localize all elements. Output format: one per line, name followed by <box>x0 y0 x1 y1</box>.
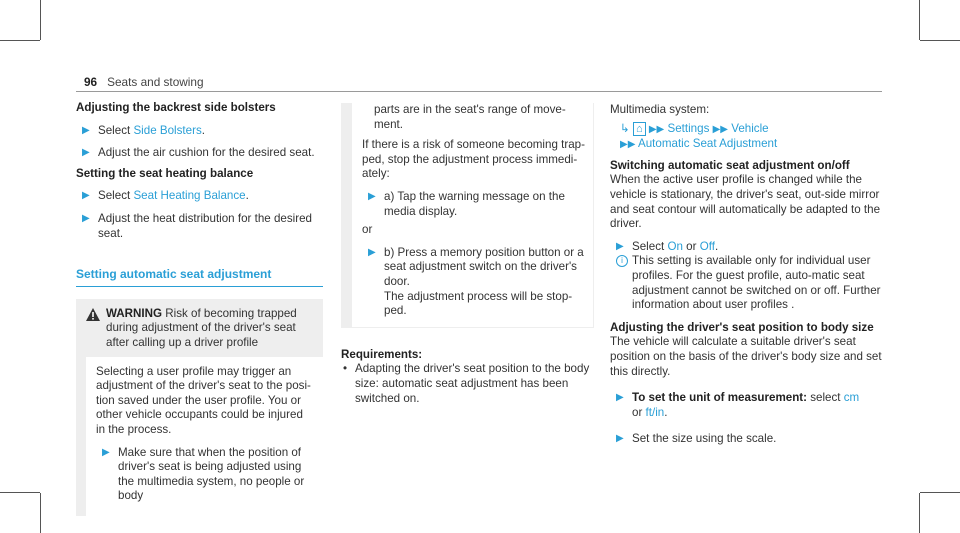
step: ▶ Select Side Bolsters. <box>82 123 205 137</box>
menu-link-seat-heating-balance[interactable]: Seat Heating Balance <box>133 189 246 203</box>
option-on[interactable]: On <box>667 239 683 253</box>
step: ▶ Select On or Off. <box>616 239 719 253</box>
arrow-icon: ▶ <box>82 190 90 202</box>
on-off-description: When the active user profile is changed while the vehicle is stationary, the driver's seat, out-side mirror and seat contour will automatically be adapted to the driver. <box>610 173 881 231</box>
trap-risk-text: If there is a risk of someone becoming trap-ped, stop the adjustment process immedi-ately: <box>362 138 585 181</box>
column-2 <box>341 103 594 406</box>
arrow-icon: ▶ <box>368 246 376 258</box>
step: ▶ Select Seat Heating Balance. <box>82 189 249 203</box>
warning-body: Selecting a user profile may trigger an adjustment of the driver's seat to the posi-tion saved under the user profile. You or other vehicle occupants could be injured in the process. <box>96 364 311 436</box>
warning-continued-text: parts are in the seat's range of move-ment. <box>374 103 566 131</box>
home-icon[interactable]: ⌂ <box>633 122 646 136</box>
page-header <box>84 75 204 90</box>
chevron-right-icon: ▶▶ <box>648 123 665 135</box>
requirements-title: Requirements: <box>341 347 423 361</box>
crop-mark <box>40 493 41 533</box>
step: ▶ To set the unit of measurement: select cm or ft/in. <box>616 391 860 419</box>
info-note: i This setting is available only for individual user profiles. For the guest profile, auto-matic seat adjustment cannot be switched on or off. Further information about user profiles . <box>610 254 882 312</box>
requirements-item: • Adapting the driver's seat position to the body size: automatic seat adjustment has been switched on. <box>341 362 594 406</box>
warning-box-continued <box>341 103 594 328</box>
step: ▶ Adjust the air cushion for the desired seat. <box>82 146 315 160</box>
chevron-right-icon: ▶▶ <box>712 123 728 135</box>
heading-switch-on-off: Switching automatic seat adjustment on/off <box>610 158 850 172</box>
body-size-description: The vehicle will calculate a suitable driver's seat position on the basis of the driver's body size and set this directly. <box>610 335 882 378</box>
menu-link-vehicle[interactable]: Vehicle <box>731 121 769 135</box>
warning-box <box>76 299 323 516</box>
crop-mark <box>920 492 960 493</box>
crop-mark <box>0 492 40 493</box>
warning-title: WARNING <box>106 306 163 320</box>
crop-mark <box>919 0 920 40</box>
column-1 <box>76 101 323 516</box>
arrow-icon: ▶ <box>368 190 376 202</box>
page-number: 96 <box>84 75 98 89</box>
multimedia-system-label: Multimedia system: <box>610 103 710 116</box>
step: ▶ Set the size using the scale. <box>616 432 777 446</box>
section-title: Seats and stowing <box>107 75 204 89</box>
arrow-icon: ▶ <box>102 446 110 458</box>
step: ▶ Make sure that when the position of driver's seat is being adjusted using the multimedia system, no people or body <box>102 445 305 503</box>
crop-mark <box>40 0 41 40</box>
arrow-icon: ▶ <box>616 433 624 445</box>
crop-mark <box>920 40 960 41</box>
column-3 <box>610 103 882 447</box>
warning-text: Risk of becoming trapped during adjustment of the driver's seat after calling up a driver profile <box>106 306 297 349</box>
menu-link-automatic-seat-adjustment[interactable]: Automatic Seat Adjustment <box>637 137 778 151</box>
option-off[interactable]: Off <box>699 239 715 253</box>
or-text: or <box>362 223 373 237</box>
step: ▶ Adjust the heat distribution for the desired seat. <box>82 211 312 240</box>
menu-link-settings[interactable]: Settings <box>667 121 710 135</box>
info-icon: i <box>616 255 628 267</box>
heading-body-size: Adjusting the driver's seat position to body size <box>610 320 874 334</box>
crop-mark <box>0 40 40 41</box>
chevron-right-icon: ▶▶ <box>620 139 636 151</box>
header-rule <box>76 91 882 92</box>
path-return-icon: ↳ <box>620 121 630 135</box>
arrow-icon: ▶ <box>82 124 90 136</box>
option-cm[interactable]: cm <box>843 391 860 405</box>
arrow-icon: ▶ <box>616 240 624 252</box>
heading-backrest-bolsters: Adjusting the backrest side bolsters <box>76 101 276 114</box>
heading-seat-heating-balance: Setting the seat heating balance <box>76 166 254 180</box>
menu-link-side-bolsters[interactable]: Side Bolsters <box>133 123 202 137</box>
arrow-icon: ▶ <box>82 212 90 224</box>
step: ▶ b) Press a memory position button or a seat adjustment switch on the driver's door. The adjustment process will be stop-ped. <box>368 245 584 318</box>
arrow-icon: ▶ <box>616 392 624 404</box>
option-ft-in[interactable]: ft/in <box>645 405 665 419</box>
step: ▶ a) Tap the warning message on the media display. <box>368 189 565 218</box>
warning-triangle-icon <box>86 308 100 321</box>
arrow-icon: ▶ <box>82 147 90 159</box>
menu-path <box>610 122 882 153</box>
section-heading-automatic-seat: Setting automatic seat adjustment <box>76 267 272 282</box>
crop-mark <box>919 493 920 533</box>
